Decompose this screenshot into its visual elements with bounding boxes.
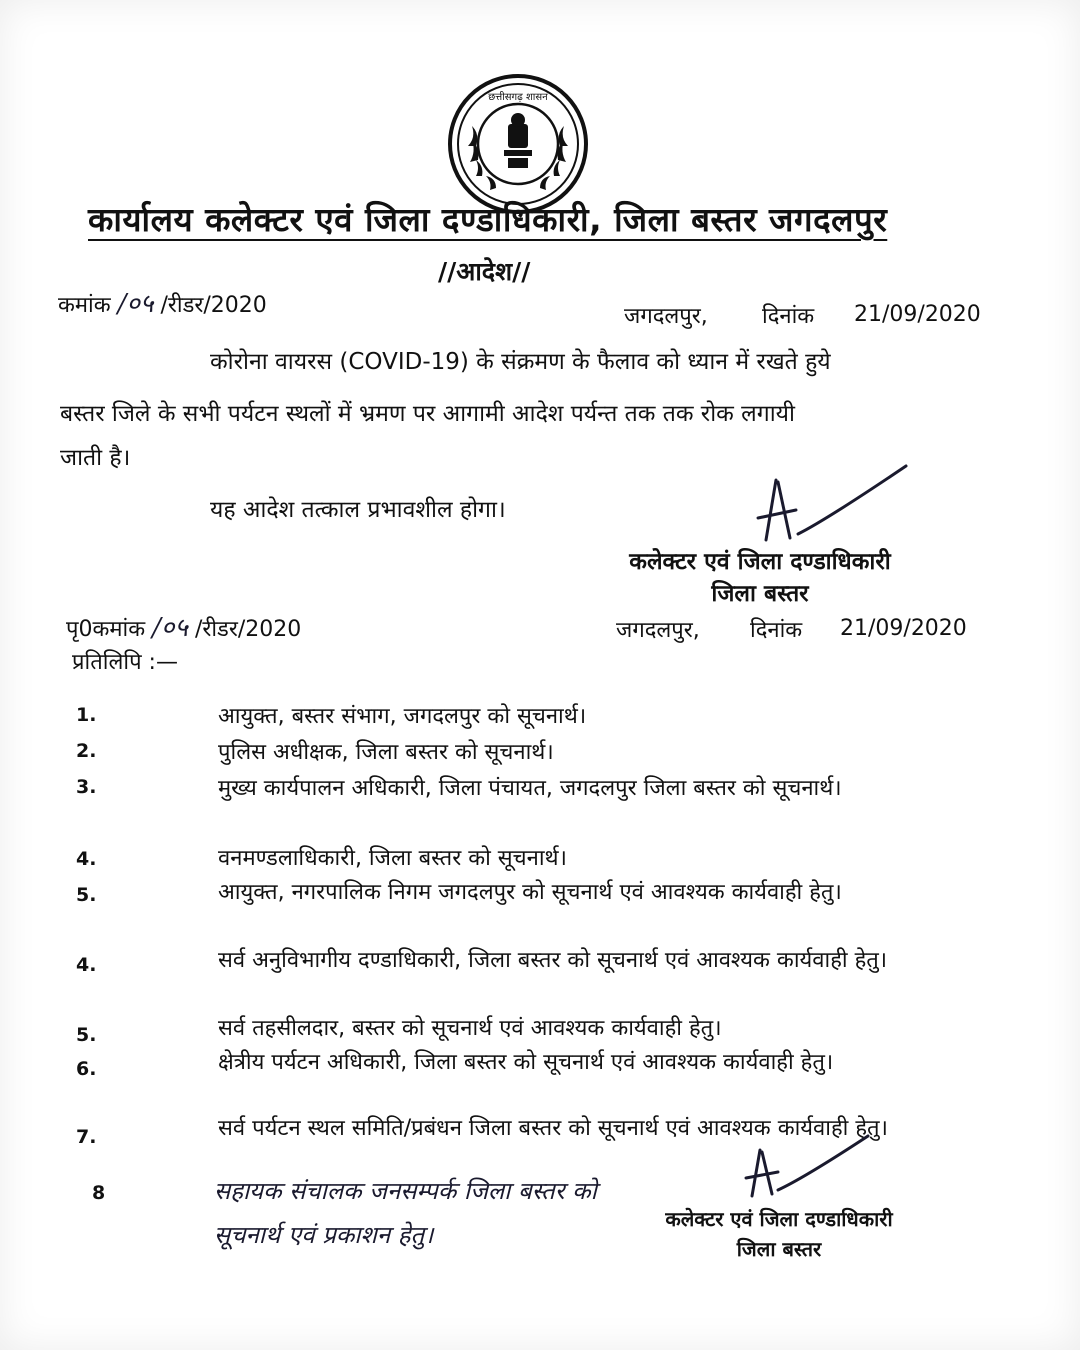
list-item-number: 8 [92, 1182, 106, 1204]
list-item-number: 5. [76, 1024, 97, 1046]
list-item: आयुक्त, नगरपालिक निगम जगदलपुर को सूचनार्थ एवं आवश्यक कार्यवाही हेतु। [218, 880, 842, 905]
seal-text: छत्तीसगढ़ शासन [488, 92, 548, 103]
signature-1-district: जिला बस्तर [711, 581, 809, 607]
copy-label: प्रतिलिपि :— [72, 650, 178, 675]
handwritten-item-line-2: सूचनार्थ एवं प्रकाशन हेतु। [214, 1221, 434, 1249]
effect-statement: यह आदेश तत्काल प्रभावशील होगा। [210, 497, 506, 523]
list-item-number: 4. [76, 848, 97, 870]
list-item: सर्व अनुविभागीय दण्डाधिकारी, जिला बस्तर को सूचनार्थ एवं आवश्यक कार्यवाही हेतु। [218, 948, 888, 973]
signature-2-title: कलेक्टर एवं जिला दण्डाधिकारी [665, 1207, 893, 1231]
list-item: आयुक्त, बस्तर संभाग, जगदलपुर को सूचनार्थ। [218, 704, 587, 729]
signature-1-title: कलेक्टर एवं जिला दण्डाधिकारी [629, 549, 891, 575]
order-number-suffix: /रीडर/2020 [160, 293, 267, 318]
handwritten-item-line-1: सहायक संचालक जनसम्पर्क जिला बस्तर को [214, 1177, 597, 1205]
signature-scribble-2 [744, 1132, 874, 1202]
copy-date-label: दिनांक [750, 618, 803, 643]
list-item: सर्व पर्यटन स्थल समिति/प्रबंधन जिला बस्तर को सूचनार्थ एवं आवश्यक कार्यवाही हेतु। [218, 1116, 888, 1141]
order-date-label: दिनांक [762, 304, 815, 329]
list-item-number: 5. [76, 884, 97, 906]
order-date: 21/09/2020 [854, 302, 981, 327]
state-seal-emblem [446, 72, 590, 216]
list-item-number: 2. [76, 740, 97, 762]
list-item-number: 3. [76, 776, 97, 798]
signature-block-1 [588, 546, 932, 610]
list-item: वनमण्डलाधिकारी, जिला बस्तर को सूचनार्थ। [218, 846, 567, 871]
copy-place: जगदलपुर, [616, 618, 700, 643]
order-label: //आदेश// [438, 257, 531, 286]
list-item: सर्व तहसीलदार, बस्तर को सूचनार्थ एवं आवश्यक कार्यवाही हेतु। [218, 1016, 722, 1041]
order-number-handwritten: /०५ [117, 289, 154, 319]
body-line-1: कोरोना वायरस (COVID-19) के संक्रमण के फैलाव को ध्यान में रखते हुये [210, 349, 831, 375]
body-line-2: बस्तर जिले के सभी पर्यटन स्थलों में भ्रमण पर आगामी आदेश पर्यन्त तक तक रोक लगायी [60, 401, 795, 427]
signature-block-2 [612, 1204, 946, 1264]
order-number [58, 284, 267, 320]
list-item-number: 1. [76, 704, 97, 726]
list-item-number: 7. [76, 1126, 97, 1148]
copy-number [66, 608, 301, 644]
order-number-prefix: कमांक [58, 293, 111, 318]
list-item: पुलिस अधीक्षक, जिला बस्तर को सूचनार्थ। [218, 740, 554, 765]
body-line-3: जाती है। [60, 445, 131, 471]
list-item-number: 4. [76, 954, 97, 976]
copy-number-prefix: पृ0कमांक [66, 617, 146, 642]
copy-number-handwritten: /०५ [152, 613, 188, 643]
list-item-number: 6. [76, 1058, 97, 1080]
copy-date: 21/09/2020 [840, 616, 967, 641]
office-title: कार्यालय कलेक्टर एवं जिला दण्डाधिकारी, जिला बस्तर जगदलपुर [88, 200, 888, 239]
order-place: जगदलपुर, [624, 304, 708, 329]
list-item: मुख्य कार्यपालन अधिकारी, जिला पंचायत, जगदलपुर जिला बस्तर को सूचनार्थ। [218, 776, 842, 801]
signature-scribble-1 [756, 460, 916, 550]
copy-number-suffix: /रीडर/2020 [194, 617, 302, 642]
list-item: क्षेत्रीय पर्यटन अधिकारी, जिला बस्तर को सूचनार्थ एवं आवश्यक कार्यवाही हेतु। [218, 1050, 834, 1075]
signature-2-district: जिला बस्तर [736, 1237, 822, 1261]
